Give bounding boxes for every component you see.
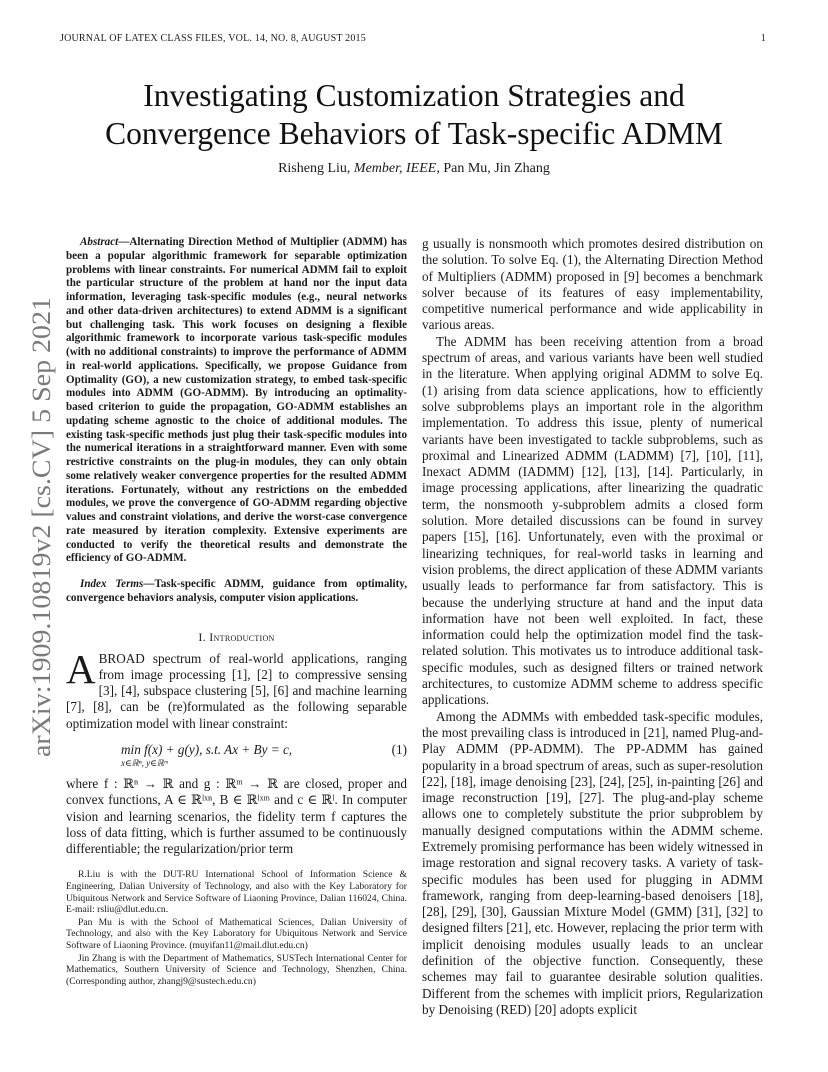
section-numeral: I. (198, 629, 206, 644)
footnote-1: R.Liu is with the DUT-RU International School of Information Science & Engineering, Dalian University of Technology, and also with the Key Laboratory for Ubiquitous Network and Service Software of Liaoning Province, Dalian 116024, China. E-mail: rsliu@dlut.edu.cn. (66, 869, 407, 916)
left-column (66, 236, 407, 987)
abstract (66, 236, 407, 566)
equation-number: (1) (391, 741, 407, 757)
title-line-2: Convergence Behaviors of Task-specific ADMM (105, 116, 723, 151)
index-terms-text: —Task-specific ADMM, guidance from optimality, convergence behaviors analysis, computer vision applications. (66, 578, 407, 604)
equation-subscript: x∈ℝⁿ, y∈ℝᵐ (121, 757, 168, 768)
author-list (40, 161, 788, 177)
title-line-1: Investigating Customization Strategies and (143, 78, 685, 113)
section-name: Introduction (209, 629, 275, 644)
arxiv-stamp (16, 295, 60, 760)
author-affiliation: Member, IEEE, (353, 161, 440, 176)
abstract-lead: Abstract (80, 236, 119, 248)
section-heading (66, 630, 407, 645)
page-number: 1 (760, 33, 766, 44)
right-paragraph-2: The ADMM has been receiving attention from a broad spectrum of areas, and various variants have been well studied in the literature. When applying original ADMM to solve Eq. (1) arising from data science applications, how to efficiently solve subproblems plays an important role in the algorithm implementation. To address this issue, plenty of numerical variants have been investigated to tackle subproblems, such as proximal and Linearized ADMM (LADMM) [7], [10], [11], Inexact ADMM (IADMM) [12], [13], [14]. Particularly, in image processing applications, after linearizing the quadratic term, the nonsmooth y-subproblem admits a closed form solution. More detailed discussions can be found in survey papers [15], [16]. Unfortunately, even with the proximal or linearizing techniques, for real-world tasks in learning and vision problems, the direct application of these ADMM variants usually leads to performance far from satisfactory. This is because the underlying structure at hand and the input data information have not been well exploited. In fact, these information could help the optimization model find the task-related solution. This motivates us to introduce additional task-specific modules, such as designed filters or trained network architectures, to customize ADMM scheme to address specific applications. (422, 333, 763, 708)
index-terms (66, 578, 407, 606)
intro-paragraph-1 (66, 645, 407, 732)
index-terms-lead: Index Terms (80, 578, 144, 590)
right-column (422, 236, 763, 1018)
paper-title (40, 77, 788, 153)
abstract-text: —Alternating Direction Method of Multiplier (ADMM) has been a popular algorithmic framework for separable optimization problems with linear constraints. For numerical ADMM fail to exploit the particular structure of the problem at hand nor the input data information, leveraging task-specific modules (e.g., neural networks and other data-driven architectures) to extend ADMM is a significant but challenging task. This work focuses on designing a flexible algorithmic framework to incorporate various task-specific modules (with no additional constraints) to improve the performance of ADMM in real-world applications. Specifically, we propose Guidance from Optimality (GO), a new customization strategy, to embed task-specific modules into ADMM (GO-ADMM). By introducing an optimality-based criterion to guide the propagation, GO-ADMM establishes an updating scheme agnostic to the choice of additional modules. The existing task-specific methods just plug their task-specific modules into the numerical iterations in a straightforward manner. Even with some restrictive constraints on the plug-in modules, they can only obtain some relatively weaker convergence properties for the resulted ADMM iterations. Fortunately, without any restrictions on the embedded modules, we prove the convergence of GO-ADMM regarding objective values and constraint violations, and derive the worst-case convergence rate measured by iteration complexity. Extensive experiments are conducted to verify the theoretical results and demonstrate the efficiency of GO-ADMM. (66, 236, 407, 565)
arxiv-stamp-text: arXiv:1909.10819v2 [cs.CV] 5 Sep 2021 (27, 329, 56, 757)
right-paragraph-1: g usually is nonsmooth which promotes desired distribution on the solution. To solve Eq. (1), the Alternating Direction Method of Multipliers (ADMM) proposed in [9] becomes a benchmark solver because of its features of easy implementability, competitive numerical performance and wide applicability in various areas. (422, 236, 763, 333)
footnote-3: Jin Zhang is with the Department of Mathematics, SUSTech International Center for Mathematics, Southern University of Science and Technology, Shenzhen, China. (Corresponding author, zhangj9@sustech.edu.cn) (66, 952, 407, 987)
running-head (60, 33, 766, 44)
author-first: Risheng Liu, (278, 161, 351, 176)
footnote-2: Pan Mu is with the School of Mathematical Sciences, Dalian University of Technology, and also with the Key Laboratory for Ubiquitous Network and Service Software of Liaoning Province. (muyifan11@mail.dlut.edu.cn) (66, 916, 407, 952)
equation-body: min f(x) + g(y), s.t. Ax + By = c, (121, 741, 293, 757)
equation-1 (66, 738, 407, 772)
intro-paragraph-2: where f : ℝⁿ → ℝ and g : ℝᵐ → ℝ are closed, proper and convex functions, A ∈ ℝˡˣⁿ, B ∈ ℝˡˣᵐ and c ∈ ℝˡ. In computer vision and learning scenarios, the fidelity term f captures the loss of data fitting, which is further assumed to be continuously differentiable; the regularization/prior term (66, 775, 407, 857)
author-rest: Pan Mu, Jin Zhang (443, 161, 550, 176)
right-paragraph-3: Among the ADMMs with embedded task-specific modules, the most prevailing class is introduced in [21], named Plug-and-Play ADMM (PP-ADMM). The PP-ADMM has gained popularity in a broad spectrum of areas, such as super-resolution [22], [18], image denoising [23], [24], [25], in-painting [26] and image reconstruction [19], [27]. The plug-and-play scheme allows one to completely substitute the prior subproblem by manually designed computations within the ADMM scheme. Extremely promising performance has been widely witnessed in image restoration and signal recovery tasks. A variety of task-specific modules has been used for plugging in ADMM framework, ranging from deep-learning-based denoisers [18], [28], [29], [30], Gaussian Mixture Model (GMM) [31], [32] to designed filters [21], etc. However, replacing the prior term with implicit denoising modules usually leads to an unclear definition of the objective function. Consequently, these schemes may fail to guarantee desirable solution qualities. Different from the schemes with implicit priors, Regularization by Denoising (RED) [20] adopts explicit (422, 708, 763, 1017)
intro-paragraph-1-text: BROAD spectrum of real-world applications, ranging from image processing [1], [2] to compressive sensing [3], [4], subspace clustering [5], [6] and machine learning [7], [8], can be (re)formulated as the following separable optimization model with linear constraint: (66, 650, 407, 731)
drop-cap: A (66, 645, 96, 692)
journal-header: JOURNAL OF LATEX CLASS FILES, VOL. 14, NO. 8, AUGUST 2015 (60, 33, 366, 44)
